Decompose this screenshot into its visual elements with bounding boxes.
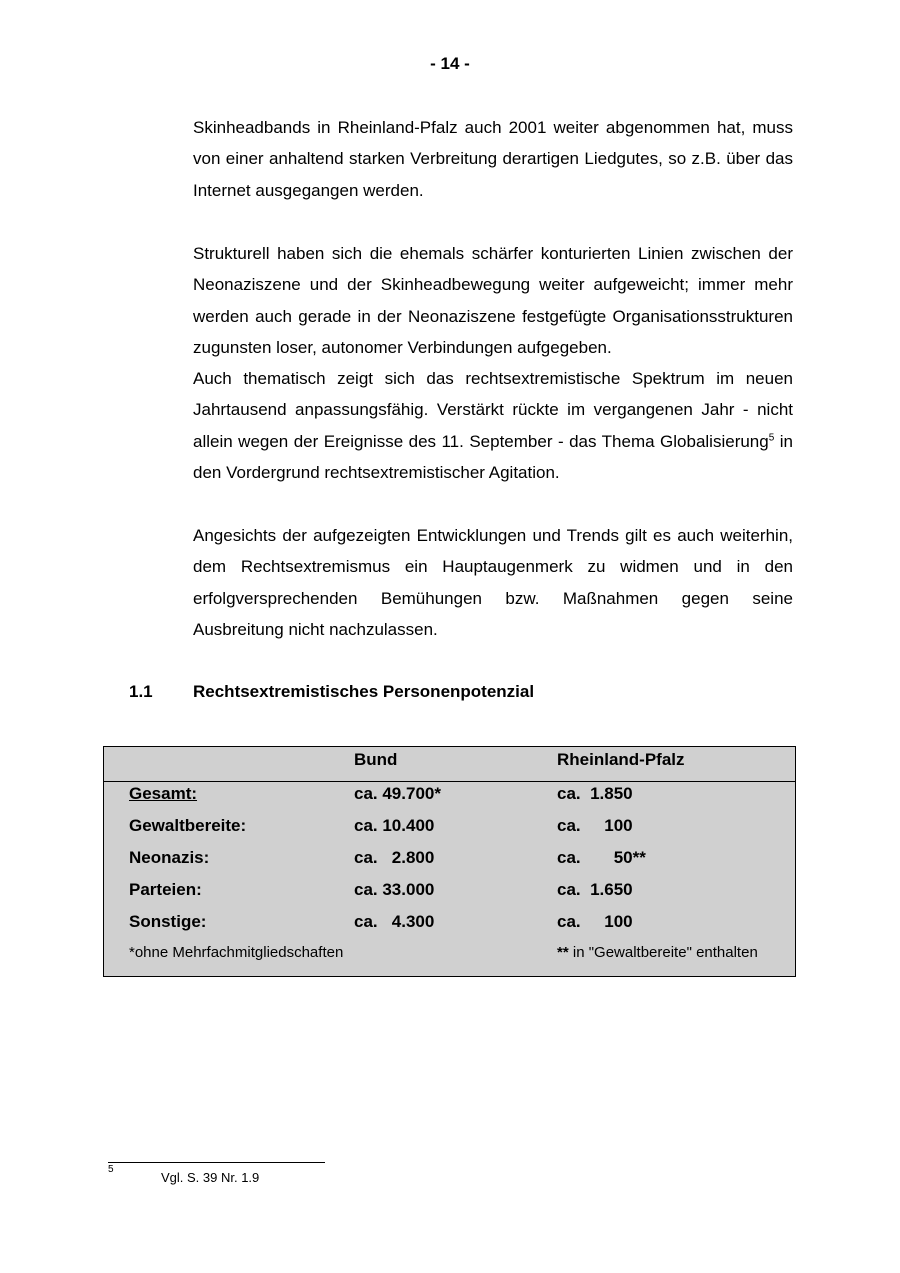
table-row (104, 912, 795, 944)
rlp-value: ca. 50** (557, 848, 646, 867)
column-header-rheinland-pfalz: Rheinland-Pfalz (557, 750, 685, 769)
rlp-value: ca. 100 (557, 912, 633, 931)
footnote-marker: 5 (108, 1164, 114, 1175)
rlp-value: ca. 1.650 (557, 880, 633, 899)
section-title: Rechtsextremistisches Personenpotenzial (193, 682, 535, 701)
footnote-text: Vgl. S. 39 Nr. 1.9 (161, 1170, 260, 1185)
paragraph-2: Strukturell haben sich die ehemals schärfer konturierten Linien zwischen der Neonaziszene und der Skinheadbewegung weiter aufgeweicht; immer mehr werden auch gerade in der Neonaziszene festgefügte Organisationsstrukturen zugunsten loser, autonomer Verbindungen aufgegeben. (193, 244, 793, 357)
page-number: - 14 - (430, 54, 470, 73)
bund-value: ca. 2.800 (354, 848, 435, 867)
paragraph-3 (193, 363, 793, 488)
row-label: Gesamt: (129, 784, 198, 803)
paragraph-4: Angesichts der aufgezeigten Entwicklungen und Trends gilt es auch weiterhin, dem Rechtsextremismus ein Hauptaugenmerk zu widmen und in den erfolgversprechenden Bemühungen bzw. Maßnahmen gegen seine Ausbreitung nicht nachzulassen. (193, 526, 793, 639)
paragraph-1: Skinheadbands in Rheinland-Pfalz auch 2001 weiter abgenommen hat, muss von einer anhaltend starken Verbreitung derartigen Liedgutes, so z.B. über das Internet ausgegangen werden. (193, 118, 793, 200)
column-header-bund: Bund (354, 750, 398, 769)
bund-value: ca. 10.400 (354, 816, 435, 835)
footnote-divider (108, 1162, 325, 1163)
table-note-right-text: in "Gewaltbereite" enthalten (568, 944, 758, 961)
section-number: 1.1 (129, 682, 153, 701)
paragraph-3-text-a: Auch thematisch zeigt sich das rechtsextremistische Spektrum im neuen Jahrtausend anpassungsfähig. Verstärkt rückte im vergangenen Jahr - nicht allein wegen der Ereignisse des 11. September - das Thema Globalisierung (193, 369, 793, 451)
bund-value: ca. 4.300 (354, 912, 435, 931)
table-header-row (104, 747, 795, 782)
statistics-table (103, 746, 796, 977)
table-note-right-marker: ** (557, 944, 569, 961)
paragraph-3-text-b: in den Vordergrund rechtsextremistischer Agitation. (193, 431, 793, 482)
row-label: Parteien: (129, 880, 202, 899)
table-row (104, 784, 795, 816)
footnote-reference: 5 (768, 431, 775, 443)
bund-value: ca. 49.700* (354, 784, 441, 803)
table-row (104, 816, 795, 848)
section-heading (129, 682, 534, 702)
row-label: Sonstige: (129, 912, 207, 931)
bund-value: ca. 33.000 (354, 880, 435, 899)
table-row (104, 848, 795, 880)
table-row (104, 880, 795, 912)
row-label: Neonazis: (129, 848, 210, 867)
rlp-value: ca. 1.850 (557, 784, 633, 803)
rlp-value: ca. 100 (557, 816, 633, 835)
footnote (108, 1164, 260, 1185)
row-label: Gewaltbereite: (129, 816, 247, 835)
table-note-left: *ohne Mehrfachmitgliedschaften (129, 944, 344, 961)
table-note-right (557, 944, 758, 961)
